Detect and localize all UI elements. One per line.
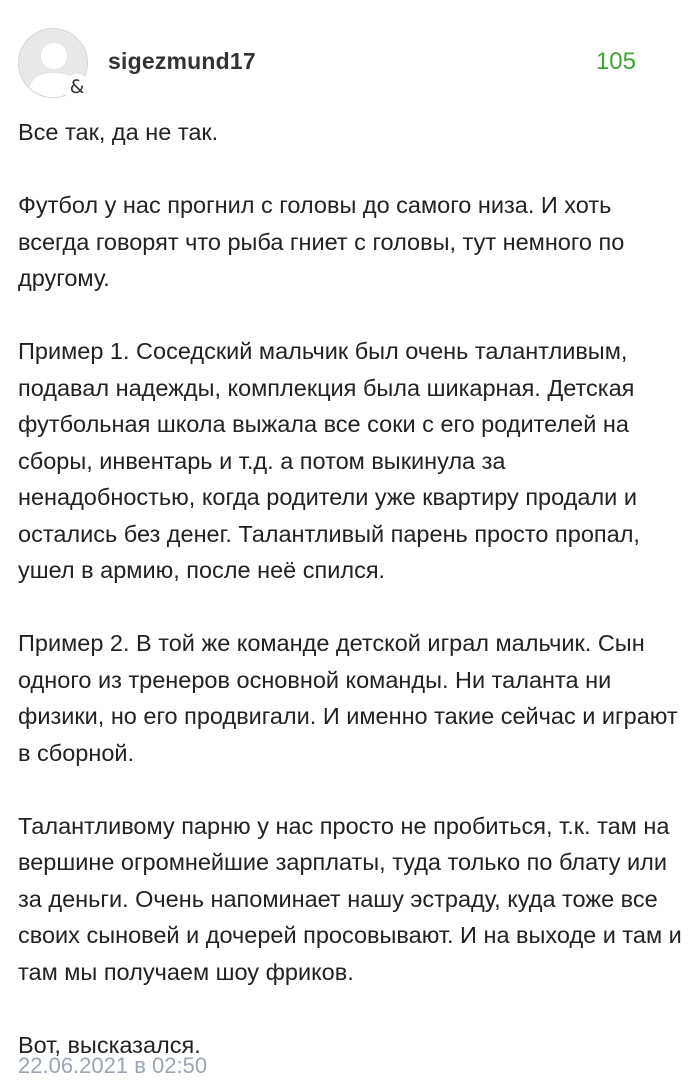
comment-paragraph: Футбол у нас прогнил с головы до самого низа. И хоть всегда говорят что рыба гниет с головы, тут немного по другому.: [18, 192, 625, 291]
gender-badge-icon: &: [64, 74, 90, 100]
comment-text: [18, 114, 686, 1063]
comment-paragraph: Талантливому парню у нас просто не пробиться, т.к. там на вершине огромнейшие зарплаты, туда только по блату или за деньги. Очень напоминает нашу эстраду, куда тоже все своих сыновей и дочерей просовывают. И на выходе и там и там мы получаем шоу фриков.: [18, 812, 682, 985]
comment-paragraph: Вот, высказался.: [18, 1031, 201, 1058]
comment-paragraph: Пример 2. В той же команде детской играл мальчик. Сын одного из тренеров основной команды. Ни таланта ни физики, но его продвигали. И именно такие сейчас и играют в сборной.: [18, 630, 678, 766]
username[interactable]: sigezmund17: [108, 48, 256, 74]
comment-rating: 105: [595, 48, 636, 75]
comment-header: [18, 28, 682, 100]
comment-paragraph: Пример 1. Соседский мальчик был очень талантливым, подавал надежды, комплекция была шикарная. Детская футбольная школа выжала все соки с его родителей на сборы, инвентарь и т.д. а потом выкинула за ненадобностью, когда родители уже квартиру продали и остались без денег. Талантливый парень просто пропал, ушел в армию, после неё спился.: [18, 338, 640, 583]
comment-timestamp[interactable]: 22.06.2021 в 02:50: [18, 1053, 208, 1078]
comment-paragraph: Все так, да не так.: [18, 119, 219, 145]
